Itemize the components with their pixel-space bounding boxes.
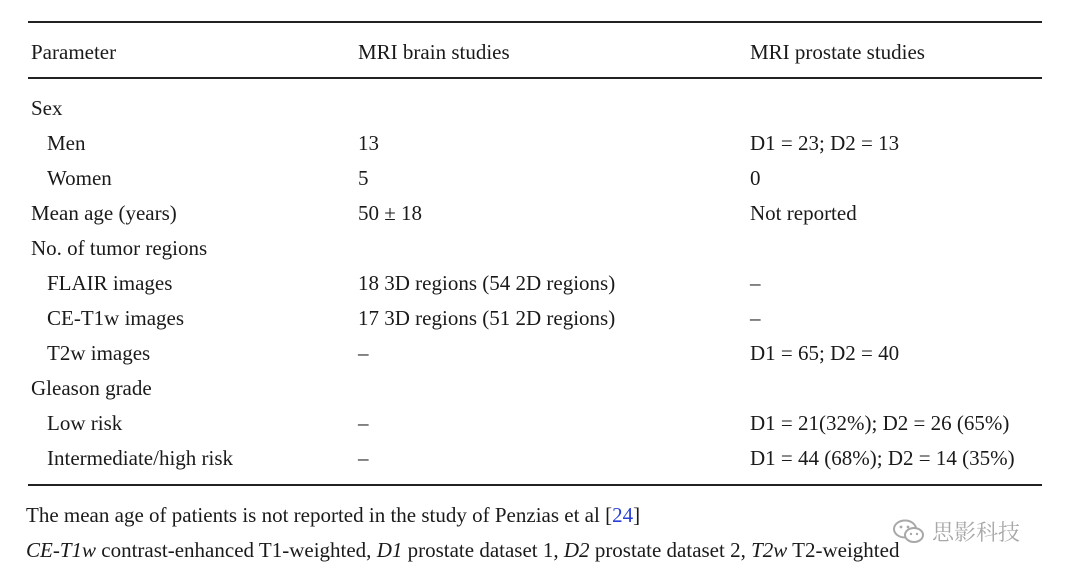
row-prostate-value: Not reported	[750, 201, 857, 225]
row-brain-value: –	[358, 411, 369, 435]
row-prostate-value: D1 = 65; D2 = 40	[750, 341, 900, 365]
row-brain-value: 5	[358, 166, 369, 190]
header-prostate: MRI prostate studies	[750, 40, 925, 64]
row-prostate-value: –	[750, 306, 761, 330]
abbr-term: CE-T1w	[26, 538, 97, 562]
row-brain-value: –	[358, 341, 369, 365]
wechat-icon	[892, 518, 926, 546]
watermark-text: 思影科技	[932, 521, 1021, 546]
row-prostate-value: D1 = 21(32%); D2 = 26 (65%)	[750, 411, 1010, 435]
row-brain-value: 17 3D regions (51 2D regions)	[358, 306, 616, 330]
reference-link-24[interactable]: 24	[612, 503, 634, 527]
row-parameter: Mean age (years)	[31, 201, 177, 225]
abbr-def: prostate dataset 1,	[402, 538, 564, 562]
row-parameter: Intermediate/high risk	[47, 446, 234, 470]
footnote-penzias	[26, 503, 640, 527]
row-parameter: CE-T1w images	[47, 306, 185, 330]
row-parameter: Gleason grade	[31, 376, 152, 400]
abbr-term: T2w	[751, 538, 788, 562]
row-prostate-value: –	[750, 271, 761, 295]
watermark	[892, 516, 1020, 547]
row-brain-value: 18 3D regions (54 2D regions)	[358, 271, 616, 295]
header-parameter: Parameter	[31, 40, 117, 64]
table-header-rule	[28, 77, 1042, 79]
abbr-def: T2-weighted	[787, 538, 900, 562]
row-parameter: FLAIR images	[47, 271, 173, 295]
footnote-abbreviations	[26, 538, 899, 562]
row-parameter: Sex	[31, 96, 63, 120]
table-bottom-rule	[28, 484, 1042, 486]
footnote-penzias-text: The mean age of patients is not reported in the study of Penzias et al [	[26, 503, 613, 527]
row-prostate-value: D1 = 44 (68%); D2 = 14 (35%)	[750, 446, 1015, 470]
row-brain-value: –	[358, 446, 369, 470]
row-brain-value: 13	[358, 131, 379, 155]
row-brain-value: 50 ± 18	[358, 201, 423, 225]
abbr-term: D1	[376, 538, 403, 562]
row-parameter: Low risk	[47, 411, 123, 435]
abbr-term: D2	[563, 538, 590, 562]
row-parameter: Women	[47, 166, 112, 190]
row-prostate-value: D1 = 23; D2 = 13	[750, 131, 900, 155]
row-prostate-value: 0	[750, 166, 761, 190]
header-brain: MRI brain studies	[358, 40, 510, 64]
row-parameter: T2w images	[47, 341, 151, 365]
row-parameter: Men	[47, 131, 86, 155]
abbr-def: contrast-enhanced T1-weighted,	[96, 538, 377, 562]
table-top-rule	[28, 21, 1042, 23]
footnote-close-bracket: ]	[633, 503, 641, 527]
abbr-def: prostate dataset 2,	[589, 538, 752, 562]
row-parameter: No. of tumor regions	[31, 236, 208, 260]
